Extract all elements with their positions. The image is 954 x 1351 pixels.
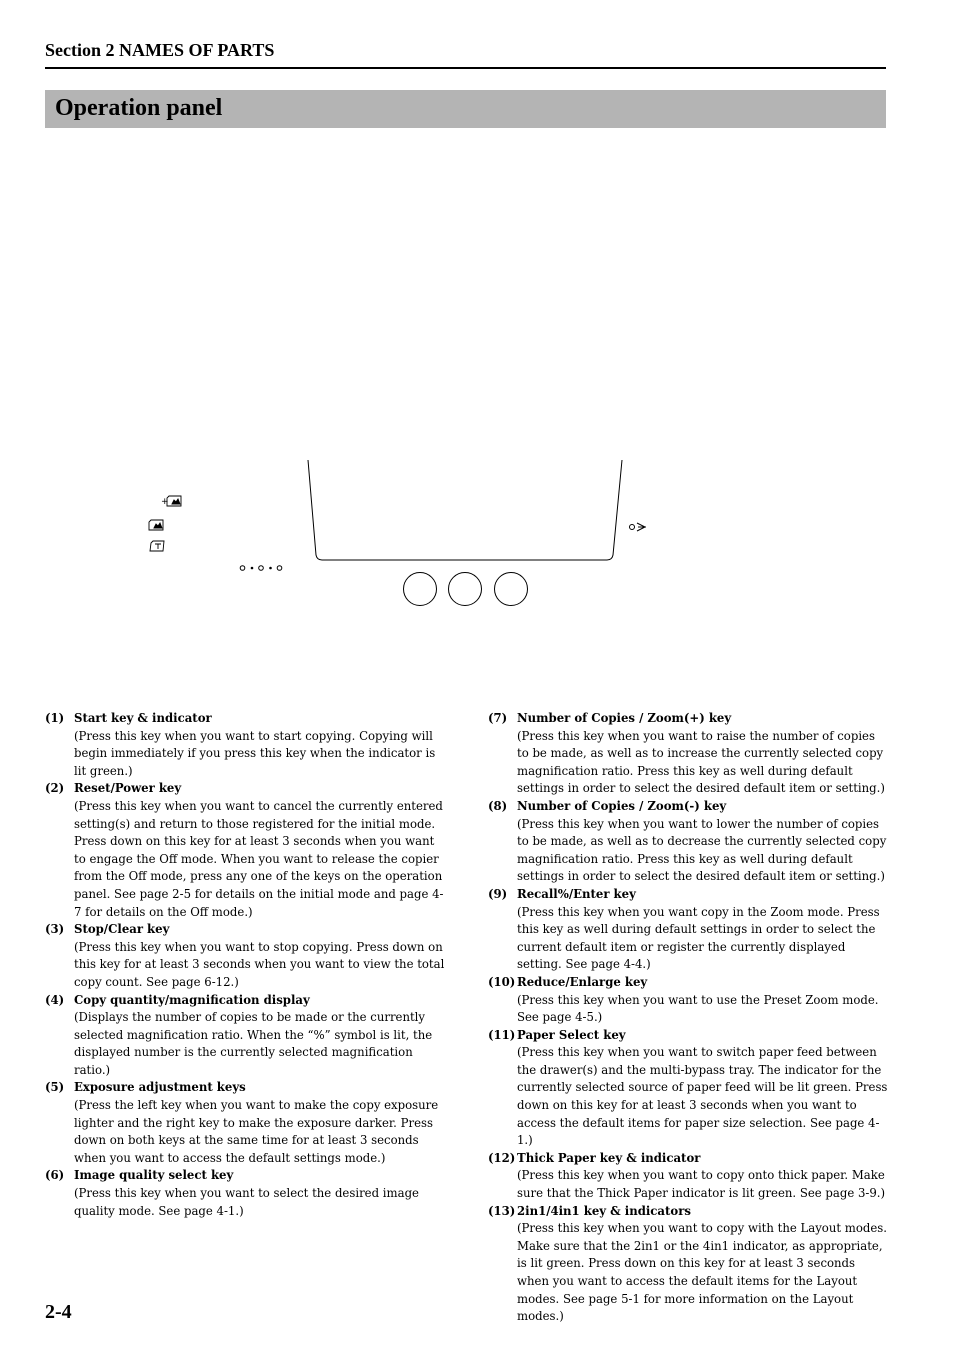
section-header: Section 2 NAMES OF PARTS (45, 40, 886, 69)
indicator-arrow-icon (630, 525, 635, 530)
list-item: (7) Number of Copies / Zoom(+) key (Press this key when you want to raise the number of copies to be made, as well as to increase the currently selected copy magnification ratio. Press this key as well during default settings in order to select the desired default item or setting.) (488, 710, 888, 798)
list-item: (8) Number of Copies / Zoom(-) key (Press this key when you want to lower the number of copies to be made, as well as to decrease the currently selected copy magnification ratio. Press this key as well during default settings in order to select the desired default item or setting.) (488, 798, 888, 886)
display-outline (308, 460, 622, 560)
list-item: (2) Reset/Power key (Press this key when you want to cancel the currently entered setting(s) and return to those registered for the initial mode. Press down on this key for at least 3 seconds when you want to engage the Off mode. When you want to release the copier from the Off mode, press any one of the keys on the operation panel. See page 2-5 for details on the initial mode and page 4-7 for details on the Off mode.) (45, 780, 445, 921)
round-key-3 (495, 573, 528, 606)
list-item: (6) Image quality select key (Press this key when you want to select the desired image quality mode. See page 4-1.) (45, 1167, 445, 1220)
item-name: Reset/Power key (74, 781, 182, 796)
item-name: Reduce/Enlarge key (517, 974, 648, 989)
exposure-indicator-1 (240, 566, 245, 571)
photo-icon (149, 520, 163, 530)
item-description: (Press this key when you want to use the Preset Zoom mode. See page 4-5.) (517, 992, 879, 1025)
operation-panel-diagram (0, 440, 954, 620)
descriptions-left (45, 710, 445, 1220)
list-item: (3) Stop/Clear key (Press this key when you want to stop copying. Press down on this key for at least 3 seconds when you want to view the total copy count. See page 6-12.) (45, 921, 445, 991)
item-description: (Press this key when you want to stop copying. Press down on this key for at least 3 seconds when you want to view the total copy count. See page 6-12.) (74, 939, 445, 989)
item-description: (Press this key when you want copy in the Zoom mode. Press this key as well during default settings in order to select the current default item or register the currently displayed setting. See page 4-4.) (517, 904, 880, 972)
item-name: 2in1/4in1 key & indicators (517, 1203, 691, 1218)
exposure-indicator-2 (259, 566, 264, 571)
plus-sign: + (161, 497, 169, 507)
item-name: Thick Paper key & indicator (517, 1150, 701, 1165)
item-description: (Press this key when you want to lower the number of copies to be made, as well as to decrease the currently selected copy magnification ratio. Press this key as well during default settings in order to select the desired default item or setting.) (517, 816, 887, 884)
photo-plus-icon (167, 496, 181, 506)
round-key-1 (404, 573, 437, 606)
descriptions-right (488, 710, 888, 1326)
round-key-2 (449, 573, 482, 606)
item-description: (Press this key when you want to raise the number of copies to be made, as well as to increase the currently selected copy magnification ratio. Press this key as well during default settings in order to select the desired default item or setting.) (517, 728, 885, 796)
list-item: (11) Paper Select key (Press this key when you want to switch paper feed between the drawer(s) and the multi-bypass tray. The indicator for the currently selected source of paper feed will be lit green. Press down on this key for at least 3 seconds when you want to access the default items for paper size selection. See page 4-1.) (488, 1027, 888, 1150)
title-bar (45, 90, 886, 128)
item-name: Copy quantity/magnification display (74, 992, 310, 1007)
exposure-indicator-3 (277, 566, 282, 571)
list-item: (1) Start key & indicator (Press this key when you want to start copying. Copying will begin immediately if you press this key when the indicator is lit green.) (45, 710, 445, 780)
item-name: Number of Copies / Zoom(-) key (517, 798, 727, 813)
list-item: (13) 2in1/4in1 key & indicators (Press this key when you want to copy with the Layout modes. Make sure that the 2in1 or the 4in1 indicator, as appropriate, is lit green. Press down on this key for at least 3 seconds when you want to access the default items for the Layout modes. See page 5-1 for more information on the Layout modes.) (488, 1203, 888, 1326)
text-icon (150, 541, 164, 551)
item-description: (Displays the number of copies to be made or the currently selected magnification ratio. When the “%” symbol is lit, the displayed number is the currently selected magnification ratio.) (74, 1010, 433, 1077)
list-item: (10) Reduce/Enlarge key (Press this key when you want to use the Preset Zoom mode. See page 4-5.) (488, 974, 888, 1027)
item-description: (Press this key when you want to switch paper feed between the drawer(s) and the multi-bypass tray. The indicator for the currently selected source of paper feed will be lit green. Press down on this key for at least 3 seconds when you want to access the default items for paper size selection. See page 4-1.) (517, 1045, 888, 1148)
item-name: Paper Select key (517, 1027, 626, 1042)
item-description: (Press this key when you want to cancel the currently entered setting(s) and return to those registered for the initial mode. Press down on this key for at least 3 seconds when you want to engage the Off mode. When you want to release the copier from the Off mode, press any one of the keys on the operation panel. See page 2-5 for details on the initial mode and page 4-7 for details on the Off mode.) (74, 798, 444, 919)
item-name: Number of Copies / Zoom(+) key (517, 711, 732, 725)
item-description: (Press the left key when you want to make the copy exposure lighter and the right key to make the exposure darker. Press down on both keys at the same time for at least 3 seconds when you want to access the default settings mode.) (74, 1098, 439, 1165)
item-description: (Press this key when you want to select the desired image quality mode. See page 4-1.) (74, 1186, 419, 1218)
item-name: Stop/Clear key (74, 922, 170, 937)
item-description: (Press this key when you want to copy onto thick paper. Make sure that the Thick Paper indicator is lit green. See page 3-9.) (517, 1168, 886, 1201)
item-name: Start key & indicator (74, 711, 212, 725)
list-item: (9) Recall%/Enter key (Press this key when you want copy in the Zoom mode. Press this key as well during default settings in order to select the current default item or register the currently displayed setting. See page 4-4.) (488, 886, 888, 974)
item-name: Recall%/Enter key (517, 886, 636, 901)
list-item: (12) Thick Paper key & indicator (Press this key when you want to copy onto thick paper. Make sure that the Thick Paper indicator is lit green. See page 3-9.) (488, 1150, 888, 1203)
item-name: Image quality select key (74, 1168, 234, 1183)
page-title: Operation panel (55, 95, 223, 121)
item-name: Exposure adjustment keys (74, 1080, 246, 1095)
page-number: 2-4 (45, 1301, 72, 1323)
list-item: (4) Copy quantity/magnification display (Displays the number of copies to be made or the currently selected magnification ratio. When the “%” symbol is lit, the displayed number is the currently selected magnification ratio.) (45, 992, 445, 1080)
item-description: (Press this key when you want to copy with the Layout modes. Make sure that the 2in1 or the 4in1 indicator, as appropriate, is lit green. Press down on this key for at least 3 seconds when you want to access the default items for the Layout modes. See page 5-1 for more information on the Layout modes.) (517, 1221, 888, 1324)
item-description: (Press this key when you want to start copying. Copying will begin immediately if you press this key when the indicator is lit green.) (74, 728, 436, 778)
list-item: (5) Exposure adjustment keys (Press the left key when you want to make the copy exposure lighter and the right key to make the exposure darker. Press down on both keys at the same time for at least 3 seconds when you want to access the default settings mode.) (45, 1079, 445, 1167)
